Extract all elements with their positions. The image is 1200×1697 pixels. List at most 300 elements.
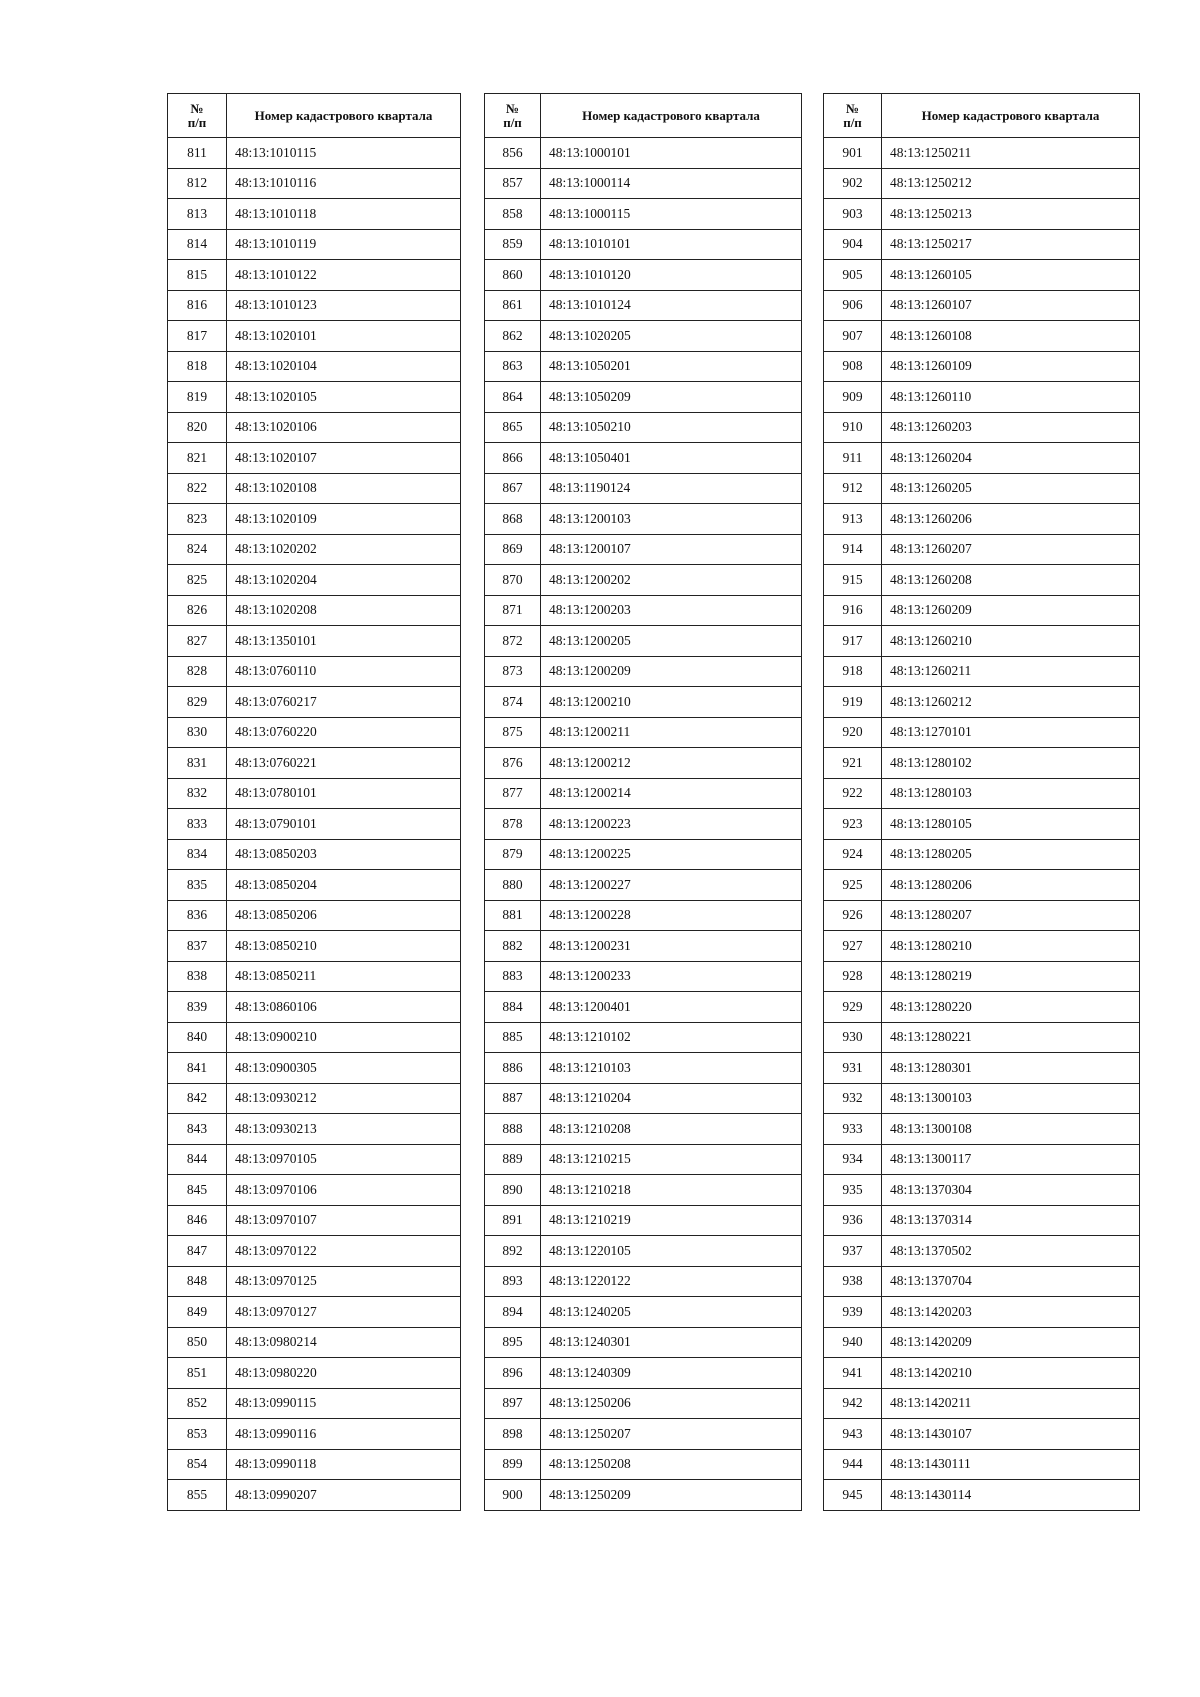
table-row	[824, 626, 1140, 657]
cadastral-block-number: 48:13:1200103	[541, 504, 802, 535]
table-row	[485, 809, 802, 840]
row-number: 876	[485, 748, 541, 779]
row-number: 933	[824, 1114, 882, 1145]
row-number: 868	[485, 504, 541, 535]
table-row	[168, 961, 461, 992]
table-row	[824, 992, 1140, 1023]
row-number: 942	[824, 1388, 882, 1419]
cadastral-block-number: 48:13:1200209	[541, 656, 802, 687]
row-number: 854	[168, 1449, 227, 1480]
row-number: 906	[824, 290, 882, 321]
row-number: 830	[168, 717, 227, 748]
table-row	[824, 1053, 1140, 1084]
cadastral-block-number: 48:13:1020101	[227, 321, 461, 352]
cadastral-block-number: 48:13:0970106	[227, 1175, 461, 1206]
cadastral-block-number: 48:13:1260209	[882, 595, 1140, 626]
cadastral-block-number: 48:13:1260108	[882, 321, 1140, 352]
cadastral-block-number: 48:13:0860106	[227, 992, 461, 1023]
cadastral-block-number: 48:13:0850206	[227, 900, 461, 931]
row-number: 871	[485, 595, 541, 626]
row-number: 917	[824, 626, 882, 657]
column-header-number	[824, 94, 882, 138]
cadastral-block-number: 48:13:0970122	[227, 1236, 461, 1267]
table-row	[485, 931, 802, 962]
table-row	[485, 595, 802, 626]
cadastral-block-number: 48:13:0760217	[227, 687, 461, 718]
cadastral-block-number: 48:13:1280301	[882, 1053, 1140, 1084]
cadastral-block-number: 48:13:1220122	[541, 1266, 802, 1297]
cadastral-block-number: 48:13:1020105	[227, 382, 461, 413]
cadastral-block-number: 48:13:1250208	[541, 1449, 802, 1480]
cadastral-block-number: 48:13:1280102	[882, 748, 1140, 779]
cadastral-block-number: 48:13:1020107	[227, 443, 461, 474]
number-abbrev: п/п	[187, 114, 207, 130]
cadastral-block-number: 48:13:1260110	[882, 382, 1140, 413]
cadastral-block-number: 48:13:1370502	[882, 1236, 1140, 1267]
row-number: 837	[168, 931, 227, 962]
cadastral-block-number: 48:13:1200225	[541, 839, 802, 870]
row-number: 911	[824, 443, 882, 474]
row-number: 833	[168, 809, 227, 840]
cadastral-block-number: 48:13:1260203	[882, 412, 1140, 443]
cadastral-block-number: 48:13:1220105	[541, 1236, 802, 1267]
table-row	[485, 412, 802, 443]
cadastral-block-number: 48:13:1300117	[882, 1144, 1140, 1175]
cadastral-block-number: 48:13:1020208	[227, 595, 461, 626]
cadastral-block-number: 48:13:1200401	[541, 992, 802, 1023]
table-row	[824, 809, 1140, 840]
row-number: 813	[168, 199, 227, 230]
row-number: 869	[485, 534, 541, 565]
table-row	[168, 687, 461, 718]
table-row	[168, 595, 461, 626]
cadastral-block-number: 48:13:1020202	[227, 534, 461, 565]
column-header-block: Номер кадастрового квартала	[882, 94, 1140, 138]
cadastral-block-number: 48:13:1280205	[882, 839, 1140, 870]
row-number: 915	[824, 565, 882, 596]
table-row	[824, 748, 1140, 779]
table-row	[485, 656, 802, 687]
table-row	[824, 870, 1140, 901]
table-row	[485, 1022, 802, 1053]
table-row	[824, 504, 1140, 535]
row-number: 941	[824, 1358, 882, 1389]
row-number: 945	[824, 1480, 882, 1511]
row-number: 891	[485, 1205, 541, 1236]
table-row	[485, 534, 802, 565]
cadastral-table-3	[823, 93, 1140, 1511]
table-row	[168, 534, 461, 565]
table-row	[168, 1480, 461, 1511]
table-row	[824, 1144, 1140, 1175]
table-row	[168, 1175, 461, 1206]
table-row	[168, 504, 461, 535]
table-body	[824, 138, 1140, 1511]
table-row	[824, 351, 1140, 382]
table-row	[824, 900, 1140, 931]
row-number: 849	[168, 1297, 227, 1328]
table-row	[168, 1114, 461, 1145]
row-number: 931	[824, 1053, 882, 1084]
row-number: 888	[485, 1114, 541, 1145]
cadastral-block-number: 48:13:1420203	[882, 1297, 1140, 1328]
cadastral-block-number: 48:13:0970107	[227, 1205, 461, 1236]
table-row	[824, 1388, 1140, 1419]
cadastral-block-number: 48:13:1260208	[882, 565, 1140, 596]
table-row	[824, 534, 1140, 565]
row-number: 912	[824, 473, 882, 504]
row-number: 821	[168, 443, 227, 474]
row-number: 850	[168, 1327, 227, 1358]
cadastral-block-number: 48:13:1010101	[541, 229, 802, 260]
cadastral-block-number: 48:13:1240205	[541, 1297, 802, 1328]
row-number: 864	[485, 382, 541, 413]
row-number: 822	[168, 473, 227, 504]
table-header-row	[824, 94, 1140, 138]
table-row	[168, 992, 461, 1023]
cadastral-block-number: 48:13:1210103	[541, 1053, 802, 1084]
row-number: 825	[168, 565, 227, 596]
table-row	[485, 1449, 802, 1480]
table-row	[824, 1022, 1140, 1053]
cadastral-block-number: 48:13:1260207	[882, 534, 1140, 565]
table-row	[485, 138, 802, 169]
cadastral-block-number: 48:13:1280105	[882, 809, 1140, 840]
cadastral-block-number: 48:13:1300103	[882, 1083, 1140, 1114]
cadastral-block-number: 48:13:1260205	[882, 473, 1140, 504]
table-row	[168, 1297, 461, 1328]
cadastral-block-number: 48:13:1200227	[541, 870, 802, 901]
cadastral-block-number: 48:13:1370304	[882, 1175, 1140, 1206]
row-number: 844	[168, 1144, 227, 1175]
table-row	[168, 717, 461, 748]
row-number: 814	[168, 229, 227, 260]
cadastral-block-number: 48:13:0990116	[227, 1419, 461, 1450]
row-number: 884	[485, 992, 541, 1023]
table-row	[824, 778, 1140, 809]
table-row	[485, 260, 802, 291]
table-row	[485, 992, 802, 1023]
cadastral-block-number: 48:13:1200211	[541, 717, 802, 748]
table-row	[168, 1266, 461, 1297]
row-number: 928	[824, 961, 882, 992]
row-number: 938	[824, 1266, 882, 1297]
row-number: 894	[485, 1297, 541, 1328]
row-number: 898	[485, 1419, 541, 1450]
table-row	[485, 1419, 802, 1450]
table-row	[824, 382, 1140, 413]
row-number: 858	[485, 199, 541, 230]
table-row	[824, 839, 1140, 870]
cadastral-block-number: 48:13:0850204	[227, 870, 461, 901]
table-row	[824, 1114, 1140, 1145]
table-row	[168, 1388, 461, 1419]
cadastral-block-number: 48:13:0760220	[227, 717, 461, 748]
row-number: 860	[485, 260, 541, 291]
table-row	[485, 1266, 802, 1297]
row-number: 935	[824, 1175, 882, 1206]
cadastral-block-number: 48:13:1010116	[227, 168, 461, 199]
table-row	[485, 839, 802, 870]
table-row	[824, 1358, 1140, 1389]
cadastral-block-number: 48:13:1000101	[541, 138, 802, 169]
number-abbrev: п/п	[503, 114, 522, 130]
row-number: 862	[485, 321, 541, 352]
row-number: 887	[485, 1083, 541, 1114]
cadastral-block-number: 48:13:0850211	[227, 961, 461, 992]
table-row	[168, 809, 461, 840]
row-number: 909	[824, 382, 882, 413]
cadastral-block-number: 48:13:0990115	[227, 1388, 461, 1419]
cadastral-block-number: 48:13:0970125	[227, 1266, 461, 1297]
cadastral-block-number: 48:13:1260204	[882, 443, 1140, 474]
row-number: 874	[485, 687, 541, 718]
row-number: 823	[168, 504, 227, 535]
cadastral-block-number: 48:13:1240301	[541, 1327, 802, 1358]
cadastral-block-number: 48:13:1000115	[541, 199, 802, 230]
cadastral-block-number: 48:13:1020204	[227, 565, 461, 596]
table-row	[485, 565, 802, 596]
table-row	[168, 1358, 461, 1389]
cadastral-block-number: 48:13:1200203	[541, 595, 802, 626]
cadastral-block-number: 48:13:1200228	[541, 900, 802, 931]
row-number: 851	[168, 1358, 227, 1389]
cadastral-block-number: 48:13:1200205	[541, 626, 802, 657]
cadastral-block-number: 48:13:1010123	[227, 290, 461, 321]
cadastral-block-number: 48:13:1200223	[541, 809, 802, 840]
row-number: 847	[168, 1236, 227, 1267]
cadastral-block-number: 48:13:1210204	[541, 1083, 802, 1114]
cadastral-block-number: 48:13:1200231	[541, 931, 802, 962]
table-row	[168, 229, 461, 260]
row-number: 908	[824, 351, 882, 382]
table-row	[824, 1266, 1140, 1297]
cadastral-block-number: 48:13:1260107	[882, 290, 1140, 321]
cadastral-block-number: 48:13:1020108	[227, 473, 461, 504]
row-number: 867	[485, 473, 541, 504]
table-header-row	[168, 94, 461, 138]
cadastral-block-number: 48:13:1250212	[882, 168, 1140, 199]
row-number: 907	[824, 321, 882, 352]
row-number: 939	[824, 1297, 882, 1328]
table-row	[168, 1449, 461, 1480]
row-number: 885	[485, 1022, 541, 1053]
cadastral-block-number: 48:13:1000114	[541, 168, 802, 199]
table-row	[168, 1022, 461, 1053]
table-row	[485, 1480, 802, 1511]
cadastral-block-number: 48:13:1250209	[541, 1480, 802, 1511]
row-number: 910	[824, 412, 882, 443]
row-number: 918	[824, 656, 882, 687]
row-number: 826	[168, 595, 227, 626]
row-number: 878	[485, 809, 541, 840]
table-row	[824, 321, 1140, 352]
table-row	[824, 473, 1140, 504]
row-number: 839	[168, 992, 227, 1023]
table-row	[824, 1419, 1140, 1450]
table-row	[168, 473, 461, 504]
cadastral-block-number: 48:13:1280210	[882, 931, 1140, 962]
cadastral-block-number: 48:13:1280207	[882, 900, 1140, 931]
row-number: 936	[824, 1205, 882, 1236]
table-row	[168, 382, 461, 413]
row-number: 829	[168, 687, 227, 718]
row-number: 857	[485, 168, 541, 199]
cadastral-block-number: 48:13:1250213	[882, 199, 1140, 230]
cadastral-table-1	[167, 93, 461, 1511]
row-number: 924	[824, 839, 882, 870]
cadastral-block-number: 48:13:1250206	[541, 1388, 802, 1419]
table-row	[168, 626, 461, 657]
cadastral-block-number: 48:13:1200233	[541, 961, 802, 992]
row-number: 901	[824, 138, 882, 169]
row-number: 880	[485, 870, 541, 901]
table-row	[168, 443, 461, 474]
row-number: 877	[485, 778, 541, 809]
row-number: 930	[824, 1022, 882, 1053]
row-number: 827	[168, 626, 227, 657]
row-number: 872	[485, 626, 541, 657]
cadastral-block-number: 48:13:1370704	[882, 1266, 1140, 1297]
table-row	[168, 1083, 461, 1114]
row-number: 855	[168, 1480, 227, 1511]
table-row	[824, 138, 1140, 169]
cadastral-block-number: 48:13:1260212	[882, 687, 1140, 718]
row-number: 863	[485, 351, 541, 382]
row-number: 923	[824, 809, 882, 840]
table-row	[824, 1175, 1140, 1206]
table-row	[485, 717, 802, 748]
row-number: 836	[168, 900, 227, 931]
table-row	[485, 290, 802, 321]
table-row	[485, 1236, 802, 1267]
cadastral-block-number: 48:13:1350101	[227, 626, 461, 657]
row-number: 866	[485, 443, 541, 474]
cadastral-block-number: 48:13:0980214	[227, 1327, 461, 1358]
table-row	[824, 199, 1140, 230]
table-row	[824, 1327, 1140, 1358]
cadastral-block-number: 48:13:1420209	[882, 1327, 1140, 1358]
cadastral-block-number: 48:13:1260211	[882, 656, 1140, 687]
cadastral-block-number: 48:13:1210102	[541, 1022, 802, 1053]
cadastral-block-number: 48:13:0850210	[227, 931, 461, 962]
row-number: 882	[485, 931, 541, 962]
row-number: 937	[824, 1236, 882, 1267]
table-row	[824, 717, 1140, 748]
row-number: 897	[485, 1388, 541, 1419]
row-number: 846	[168, 1205, 227, 1236]
cadastral-block-number: 48:13:1190124	[541, 473, 802, 504]
table-row	[168, 565, 461, 596]
cadastral-block-number: 48:13:1010115	[227, 138, 461, 169]
table-row	[485, 199, 802, 230]
row-number: 865	[485, 412, 541, 443]
column-header-block: Номер кадастрового квартала	[227, 94, 461, 138]
cadastral-block-number: 48:13:1260206	[882, 504, 1140, 535]
row-number: 831	[168, 748, 227, 779]
table-row	[168, 656, 461, 687]
cadastral-block-number: 48:13:1260105	[882, 260, 1140, 291]
row-number: 903	[824, 199, 882, 230]
table-row	[485, 1053, 802, 1084]
cadastral-block-number: 48:13:0970127	[227, 1297, 461, 1328]
table-row	[168, 1327, 461, 1358]
cadastral-block-number: 48:13:1280220	[882, 992, 1140, 1023]
cadastral-block-number: 48:13:0760110	[227, 656, 461, 687]
cadastral-block-number: 48:13:1200214	[541, 778, 802, 809]
table-row	[168, 778, 461, 809]
cadastral-block-number: 48:13:1200107	[541, 534, 802, 565]
row-number: 944	[824, 1449, 882, 1480]
cadastral-block-number: 48:13:1260109	[882, 351, 1140, 382]
column-header-number	[168, 94, 227, 138]
cadastral-block-number: 48:13:1210218	[541, 1175, 802, 1206]
table-row	[485, 504, 802, 535]
row-number: 879	[485, 839, 541, 870]
table-row	[485, 961, 802, 992]
row-number: 913	[824, 504, 882, 535]
cadastral-block-number: 48:13:1370314	[882, 1205, 1140, 1236]
row-number: 925	[824, 870, 882, 901]
row-number: 870	[485, 565, 541, 596]
row-number: 845	[168, 1175, 227, 1206]
row-number: 893	[485, 1266, 541, 1297]
row-number: 861	[485, 290, 541, 321]
cadastral-block-number: 48:13:1050209	[541, 382, 802, 413]
row-number: 828	[168, 656, 227, 687]
row-number: 919	[824, 687, 882, 718]
cadastral-block-number: 48:13:1430107	[882, 1419, 1140, 1450]
row-number: 922	[824, 778, 882, 809]
row-number: 905	[824, 260, 882, 291]
cadastral-block-number: 48:13:1270101	[882, 717, 1140, 748]
table-row	[485, 168, 802, 199]
row-number: 820	[168, 412, 227, 443]
table-row	[168, 412, 461, 443]
cadastral-block-number: 48:13:1250217	[882, 229, 1140, 260]
row-number: 881	[485, 900, 541, 931]
cadastral-block-number: 48:13:1010119	[227, 229, 461, 260]
cadastral-block-number: 48:13:1200202	[541, 565, 802, 596]
table-row	[824, 1449, 1140, 1480]
cadastral-block-number: 48:13:0850203	[227, 839, 461, 870]
table-row	[168, 900, 461, 931]
table-row	[824, 1205, 1140, 1236]
cadastral-block-number: 48:13:1210219	[541, 1205, 802, 1236]
table-row	[168, 260, 461, 291]
row-number: 873	[485, 656, 541, 687]
row-number: 900	[485, 1480, 541, 1511]
cadastral-block-number: 48:13:1260210	[882, 626, 1140, 657]
table-row	[824, 1083, 1140, 1114]
row-number: 940	[824, 1327, 882, 1358]
cadastral-block-number: 48:13:0780101	[227, 778, 461, 809]
table-row	[824, 412, 1140, 443]
table-row	[824, 1297, 1140, 1328]
row-number: 916	[824, 595, 882, 626]
cadastral-block-number: 48:13:1280221	[882, 1022, 1140, 1053]
table-row	[168, 748, 461, 779]
table-row	[824, 1236, 1140, 1267]
table-row	[485, 1327, 802, 1358]
table-row	[168, 1419, 461, 1450]
row-number: 929	[824, 992, 882, 1023]
table-row	[485, 229, 802, 260]
cadastral-block-number: 48:13:1280103	[882, 778, 1140, 809]
table-row	[485, 321, 802, 352]
table-row	[824, 687, 1140, 718]
table-row	[824, 595, 1140, 626]
